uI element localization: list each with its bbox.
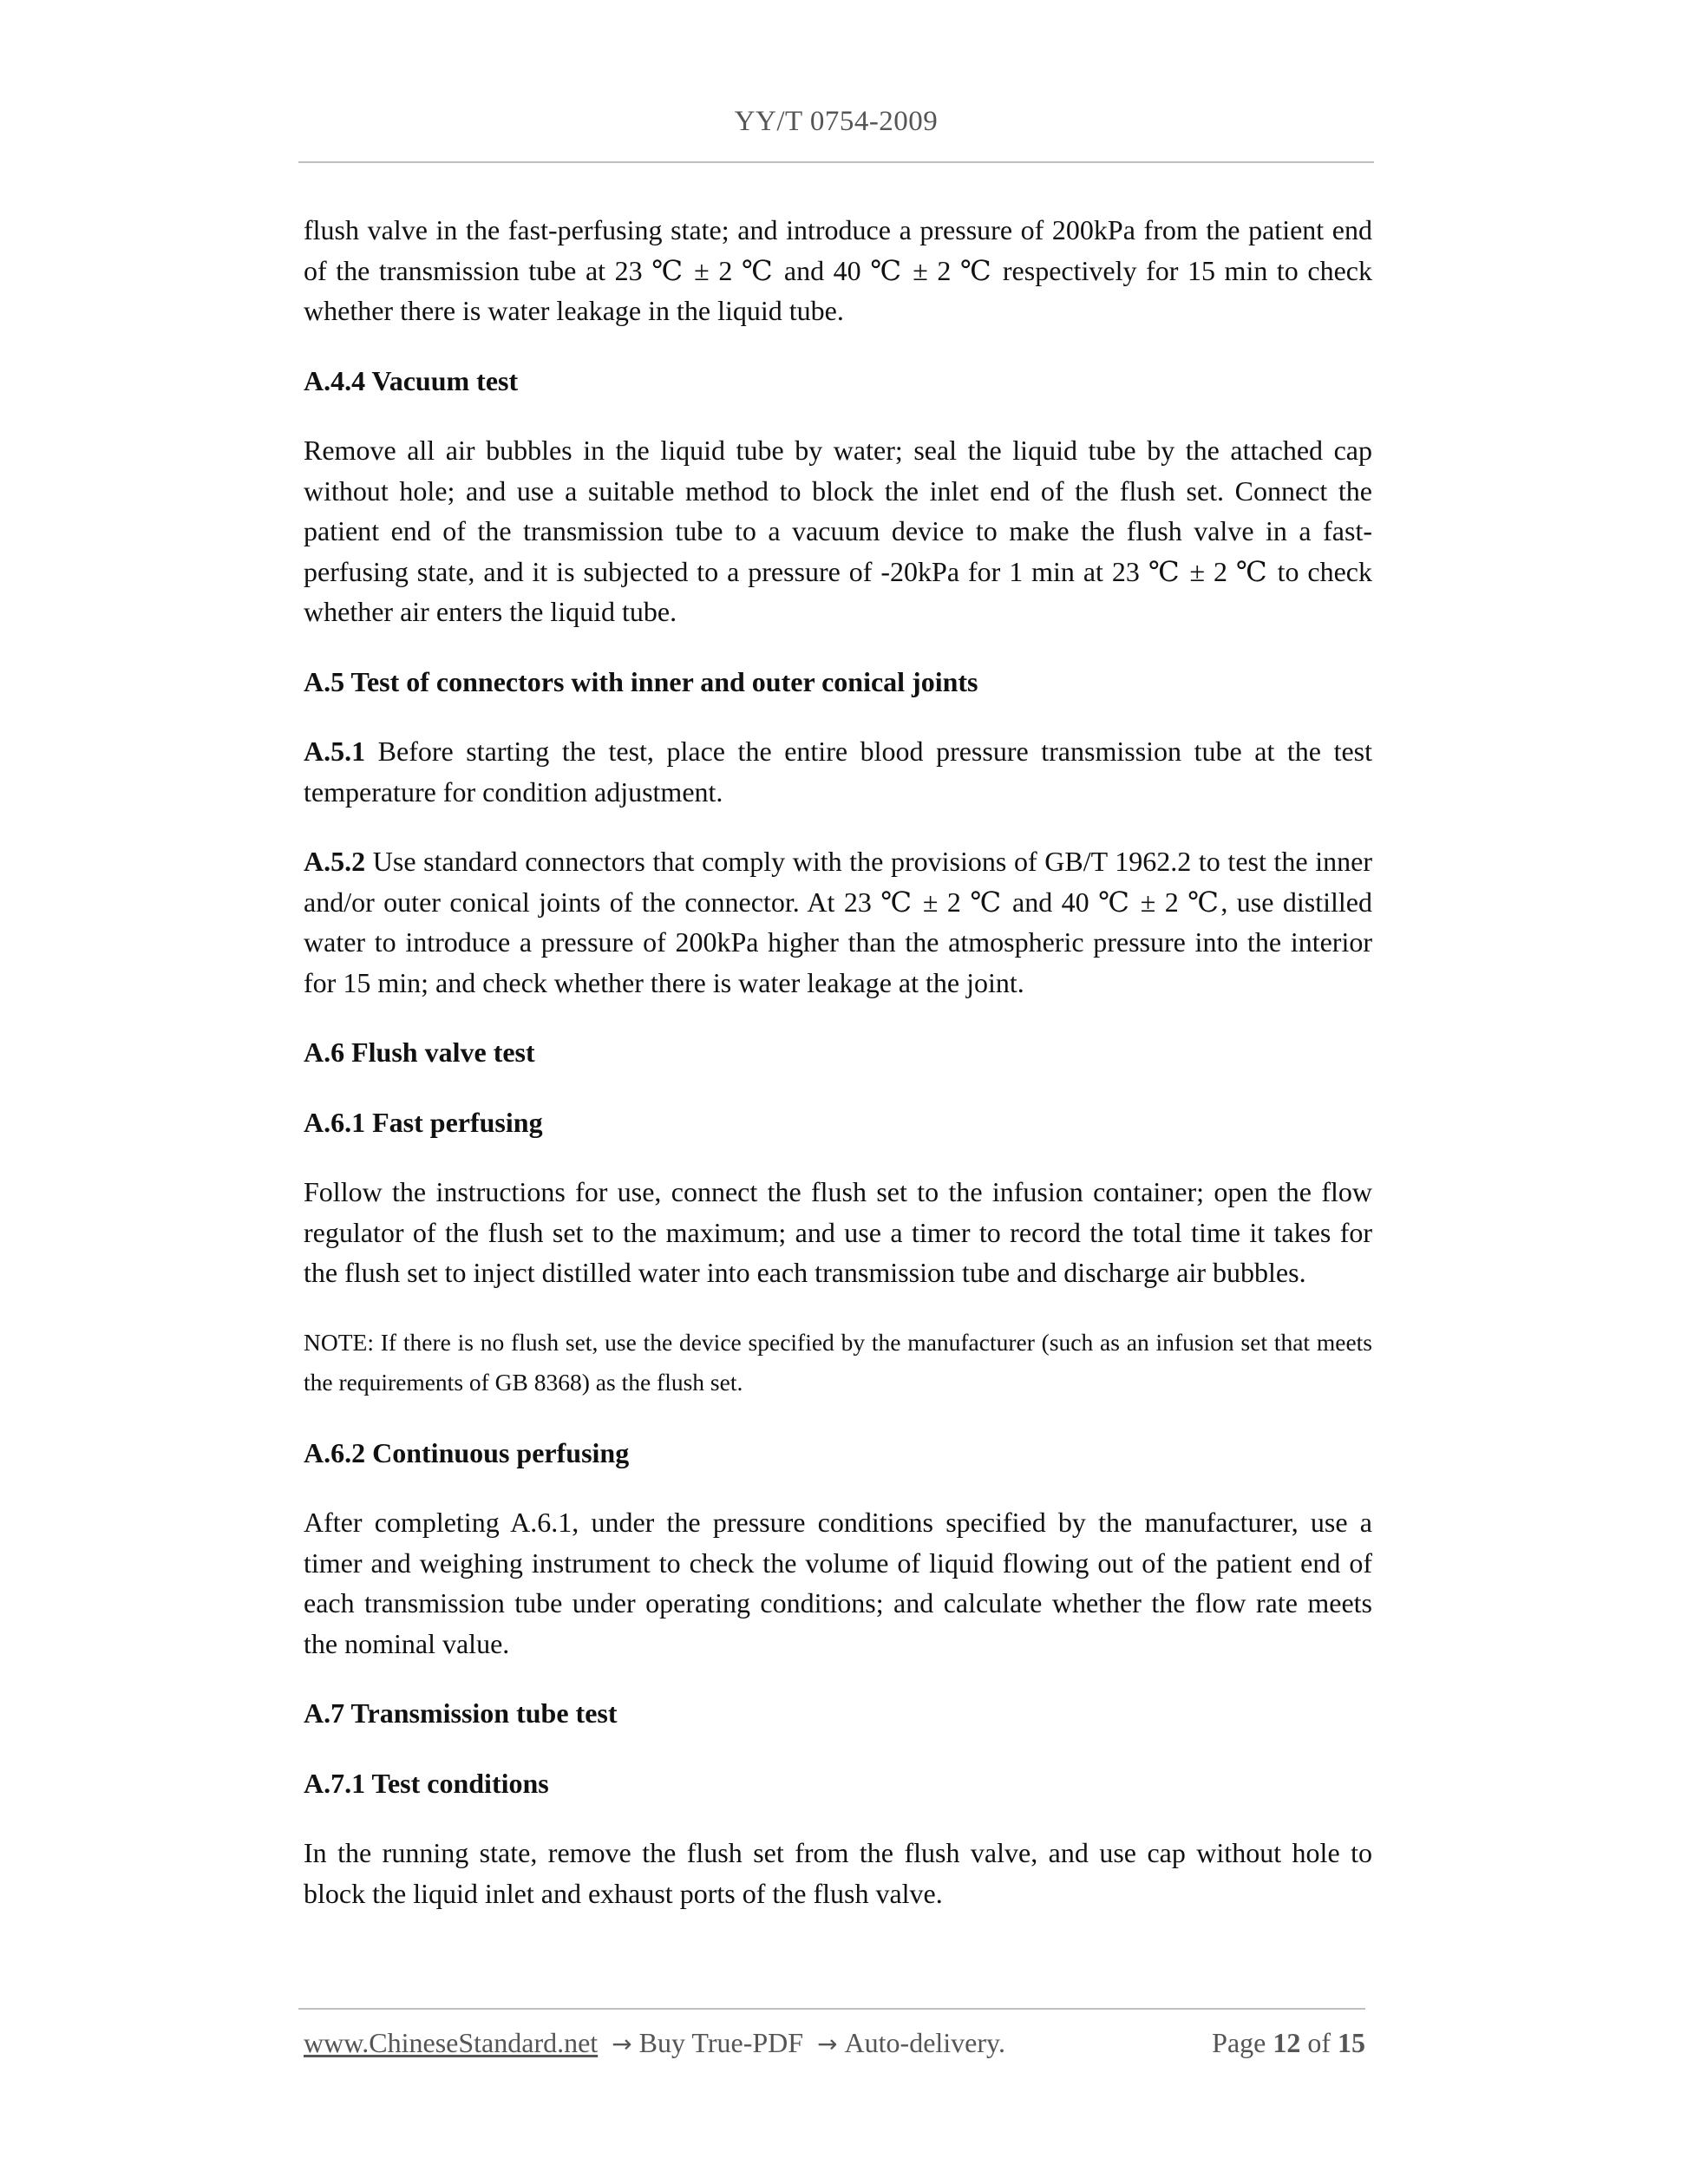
- paragraph-a-5-2: [304, 841, 1372, 1003]
- heading-a-6-1-fast-perfusing: A.6.1 Fast perfusing: [304, 1106, 543, 1138]
- paragraph-vacuum-test: Remove all air bubbles in the liquid tube by water; seal the liquid tube by the attached cap without hole; and use a suitable method to block the inlet end of the flush set. Connect the patient end of the transmission tube to a vacuum device to make the flush valve in a fast-perfusing state, and it is subjected to a pressure of -20kPa for 1 min at 23 ℃ ± 2 ℃ to check whether air enters the liquid tube.: [304, 435, 1372, 627]
- paragraph-continuous-perfusing: After completing A.6.1, under the pressure conditions specified by the manufacturer, use a timer and weighing instrument to check the volume of liquid flowing out of the patient end of each transmission tube under operating conditions; and calculate whether the flow rate meets the nominal value.: [304, 1507, 1372, 1659]
- page-indicator: [1212, 2027, 1365, 2059]
- heading-a-6-2-continuous-perfusing: A.6.2 Continuous perfusing: [304, 1436, 630, 1468]
- auto-delivery-text: Auto-delivery.: [844, 2027, 1005, 2058]
- page-header-title: YY/T 0754-2009: [734, 106, 939, 137]
- total-page-number: 15: [1338, 2027, 1365, 2058]
- paragraph-test-conditions: In the running state, remove the flush set from the flush valve, and use cap without hole to block the liquid inlet and exhaust ports of the flush valve.: [304, 1837, 1372, 1909]
- note-flush-set: NOTE: If there is no flush set, use the device specified by the manufacturer (such as an infusion set that meets the requirements of GB 8368) as the flush set.: [304, 1328, 1372, 1396]
- heading-a-7-transmission-tube-test: A.7 Transmission tube test: [304, 1697, 618, 1729]
- paragraph-a-5-1-text: Before starting the test, place the entire blood pressure transmission tube at the test temperature for condition adjustment.: [304, 736, 1372, 808]
- paragraph-a-5-2-text: Use standard connectors that comply with the provisions of GB/T 1962.2 to test the inner and/or outer conical joints of the connector. At 23 ℃ ± 2 ℃ and 40 ℃ ± 2 ℃, use distilled water to introduce a pressure of 200kPa higher than the atmospheric pressure into the interior for 15 min; and check whether there is water leakage at the joint.: [304, 846, 1372, 998]
- heading-a-5-connector-test: A.5 Test of connectors with inner and outer conical joints: [304, 665, 978, 697]
- page-label: Page: [1212, 2027, 1266, 2058]
- clause-number-a-5-2: A.5.2: [304, 846, 366, 877]
- page-of-label: of: [1307, 2027, 1331, 2058]
- heading-a-4-4-vacuum-test: A.4.4 Vacuum test: [304, 364, 519, 396]
- page-footer: [304, 2027, 1365, 2059]
- header-divider: [298, 161, 1374, 163]
- paragraph-a-5-1: [304, 731, 1372, 812]
- current-page-number: 12: [1273, 2027, 1301, 2058]
- chinesestandard-link[interactable]: www.ChineseStandard.net: [304, 2027, 599, 2058]
- paragraph-fast-perfusing: Follow the instructions for use, connect the flush set to the infusion container; open the flow regulator of the flush set to the maximum; and use a timer to record the total time it takes for the flush set to inject distilled water into each transmission tube and discharge air bubbles.: [304, 1176, 1372, 1288]
- buy-true-pdf-text: Buy True-PDF: [638, 2027, 804, 2058]
- footer-promo: [304, 2027, 1005, 2059]
- arrow-right-icon: →: [817, 2030, 838, 2058]
- footer-divider: [298, 2008, 1365, 2010]
- paragraph-flush-valve-pressure: flush valve in the fast-perfusing state; and introduce a pressure of 200kPa from the patient end of the transmission tube at 23 ℃ ± 2 ℃ and 40 ℃ ± 2 ℃ respectively for 15 min to check whether there is water leakage in the liquid tube.: [304, 214, 1372, 326]
- document-body: [304, 210, 1372, 1943]
- heading-a-7-1-test-conditions: A.7.1 Test conditions: [304, 1767, 549, 1799]
- clause-number-a-5-1: A.5.1: [304, 736, 366, 767]
- arrow-right-icon: →: [612, 2030, 632, 2058]
- heading-a-6-flush-valve-test: A.6 Flush valve test: [304, 1036, 535, 1068]
